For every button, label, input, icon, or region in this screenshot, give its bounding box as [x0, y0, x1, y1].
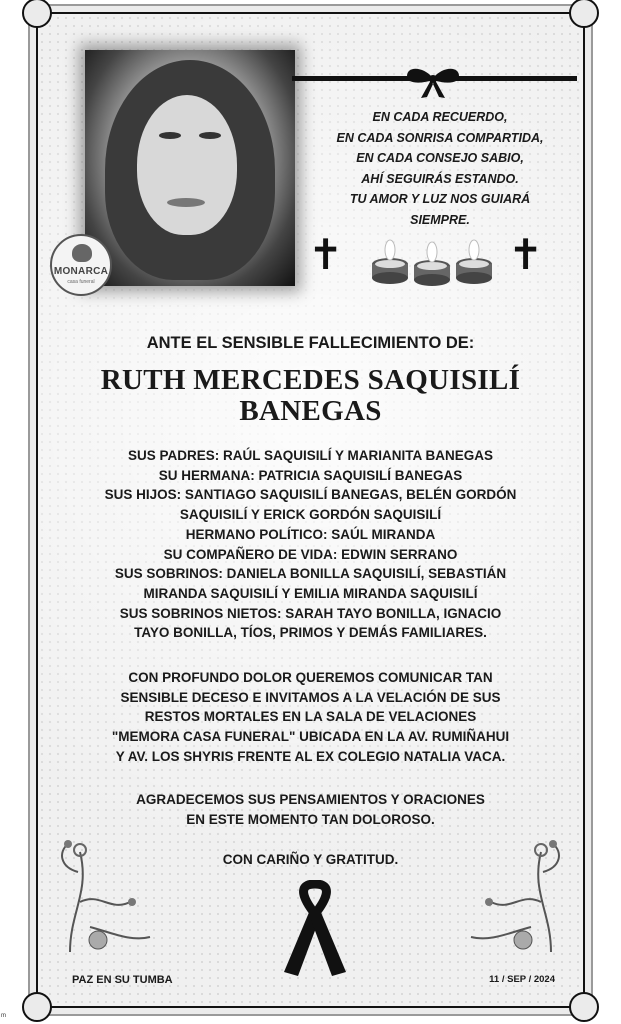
family-line: HERMANO POLÍTICO: SAÚL MIRANDA [185, 526, 436, 542]
butterfly-icon [72, 244, 92, 262]
family-line: SUS SOBRINOS NIETOS: SARAH TAYO BONILLA, IGNACIO [119, 605, 502, 621]
notice-line: RESTOS MORTALES EN LA SALA DE VELACIONES [144, 709, 477, 725]
wake-notice [30, 668, 591, 767]
announcement-intro: ANTE EL SENSIBLE FALLECIMIENTO DE: [146, 334, 475, 352]
mourning-ribbon-icon [274, 880, 356, 980]
corner-ornament [569, 992, 599, 1022]
family-line: SUS SOBRINOS: DANIELA BONILLA SAQUISILÍ, SEBASTIÁN [114, 566, 507, 582]
floral-ornament-icon [50, 832, 160, 957]
notice-line: Y AV. LOS SHYRIS FRENTE AL EX COLEGIO NATALIA VACA. [115, 748, 506, 764]
logo-tagline: casa funeral [67, 279, 95, 285]
footer-date: 11 / SEP / 2024 [489, 974, 555, 985]
memorial-poem [305, 107, 575, 230]
notice-line: CON PROFUNDO DOLOR QUEREMOS COMUNICAR TAN [128, 670, 493, 685]
corner-ornament [22, 992, 52, 1022]
thanks-text [30, 790, 591, 829]
closing-text: CON CARIÑO Y GRATITUD. [222, 852, 399, 867]
family-line: SU HERMANA: PATRICIA SAQUISILÍ BANEGAS [158, 467, 463, 483]
family-line: SU COMPAÑERO DE VIDA: EDWIN SERRANO [163, 546, 458, 562]
deceased-name [30, 365, 591, 427]
edge-mark: m [1, 1013, 6, 1019]
poem-line: TU AMOR Y LUZ NOS GUIARÁ [349, 192, 531, 206]
logo-name: MONARCA [53, 266, 109, 277]
candles-icon [370, 234, 494, 286]
family-list [30, 446, 591, 643]
notice-line: SENSIBLE DECESO E INVITAMOS A LA VELACIÓN DE SUS [120, 689, 501, 705]
cross-icon: ✝ [508, 230, 544, 279]
portrait-mouth [167, 198, 205, 207]
name-line: RUTH MERCEDES SAQUISILÍ [100, 364, 521, 396]
black-bow-icon [403, 64, 463, 100]
poem-line: SIEMPRE. [410, 212, 470, 227]
cross-icon: ✝ [308, 230, 344, 279]
floral-ornament-icon [461, 832, 571, 957]
thanks-line: AGRADECEMOS SUS PENSAMIENTOS Y ORACIONES [136, 792, 485, 807]
family-line: SUS PADRES: RAÚL SAQUISILÍ Y MARIANITA BANEGAS [127, 448, 494, 463]
footer-rip: PAZ EN SU TUMBA [72, 974, 173, 986]
corner-ornament [569, 0, 599, 28]
portrait-photo [85, 50, 295, 286]
family-line: SUS HIJOS: SANTIAGO SAQUISILÍ BANEGAS, BELÉN GORDÓN [104, 487, 517, 503]
portrait-eye [199, 132, 221, 139]
poem-line: EN CADA SONRISA COMPARTIDA, [336, 130, 544, 145]
portrait-eye [159, 132, 181, 139]
poem-line: EN CADA RECUERDO, [372, 110, 508, 124]
notice-line: "MEMORA CASA FUNERAL" UBICADA EN LA AV. RUMIÑAHUI [111, 729, 510, 745]
family-line: SAQUISILÍ Y ERICK GORDÓN SAQUISILÍ [179, 507, 442, 523]
name-line: BANEGAS [239, 395, 382, 427]
obituary-card [28, 4, 593, 1016]
portrait-face [137, 95, 237, 235]
poem-line: EN CADA CONSEJO SABIO, [356, 151, 524, 165]
family-line: MIRANDA SAQUISILÍ Y EMILIA MIRANDA SAQUISILÍ [143, 585, 478, 601]
poem-line: AHÍ SEGUIRÁS ESTANDO. [361, 171, 519, 186]
family-line: TAYO BONILLA, TÍOS, PRIMOS Y DEMÁS FAMILIARES. [134, 625, 487, 641]
monarca-logo [50, 234, 112, 296]
thanks-line: EN ESTE MOMENTO TAN DOLOROSO. [186, 811, 435, 827]
